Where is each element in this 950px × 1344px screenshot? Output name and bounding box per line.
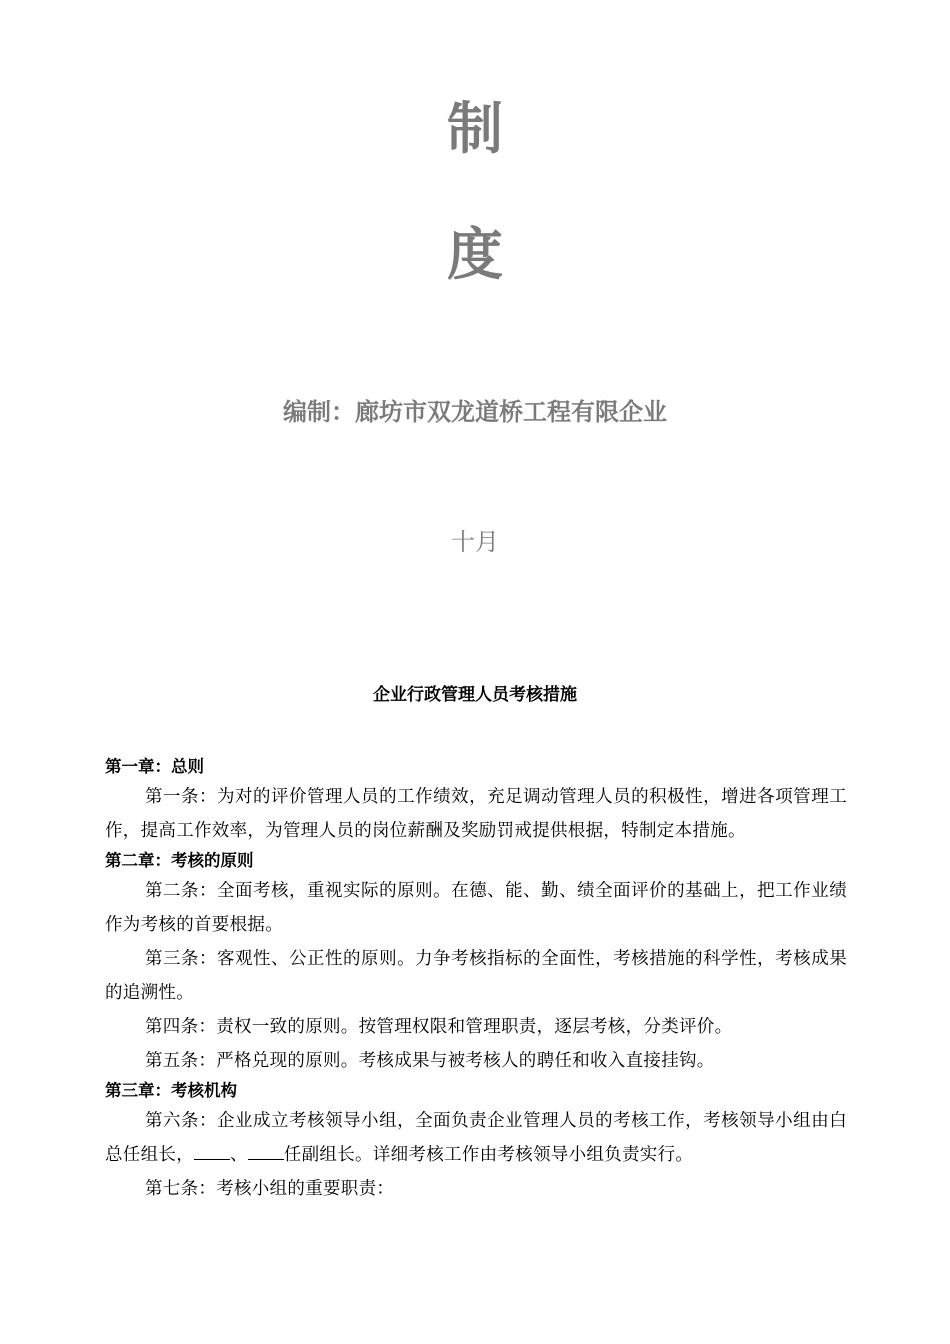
cover-title-char-2: 度 <box>447 223 503 288</box>
compiler-line: 编制：廊坊市双龙道桥工程有限企业 <box>283 398 667 426</box>
cover-title-char-1: 制 <box>447 97 503 162</box>
chapter-heading-2: 第二章：考核的原则 <box>105 851 254 870</box>
blank-line-1 <box>194 1139 230 1160</box>
article-6-separator: 、 <box>230 1145 248 1165</box>
blank-line-2 <box>248 1139 284 1160</box>
article-7: 第七条：考核小组的重要职责： <box>145 1179 395 1199</box>
chapter-heading-3: 第三章：考核机构 <box>105 1081 237 1100</box>
article-3: 第三条：客观性、公正性的原则。力争考核指标的全面性，考核措施的科学性，考核成果的追溯性。 <box>105 949 847 1003</box>
article-6-part-2: 任副组长。详细考核工作由考核领导小组负责实行。 <box>283 1145 694 1165</box>
article-6-part-1: 第六条：企业成立考核领导小组，全面负责企业管理人员的考核工作，考核领导小组由白总任组长， <box>105 1111 847 1165</box>
article-1: 第一条：为对的评价管理人员的工作绩效，充足调动管理人员的积极性，增进各项管理工作，提高工作效率，为管理人员的岗位薪酬及奖励罚戒提供根据，特制定本措施。 <box>105 787 847 841</box>
document-title: 企业行政管理人员考核措施 <box>373 685 577 705</box>
article-5: 第五条：严格兑现的原则。考核成果与被考核人的聘任和收入直接挂钩。 <box>145 1051 715 1071</box>
article-6 <box>105 1104 847 1172</box>
chapter-heading-1: 第一章：总则 <box>105 757 204 776</box>
document-body <box>105 754 847 1206</box>
article-4: 第四条：责权一致的原则。按管理权限和管理职责，逐层考核，分类评价。 <box>145 1017 733 1037</box>
article-2: 第二条：全面考核，重视实际的原则。在德、能、勤、绩全面评价的基础上，把工作业绩作为考核的首要根据。 <box>105 881 847 935</box>
cover-month: 十月 <box>451 528 499 556</box>
